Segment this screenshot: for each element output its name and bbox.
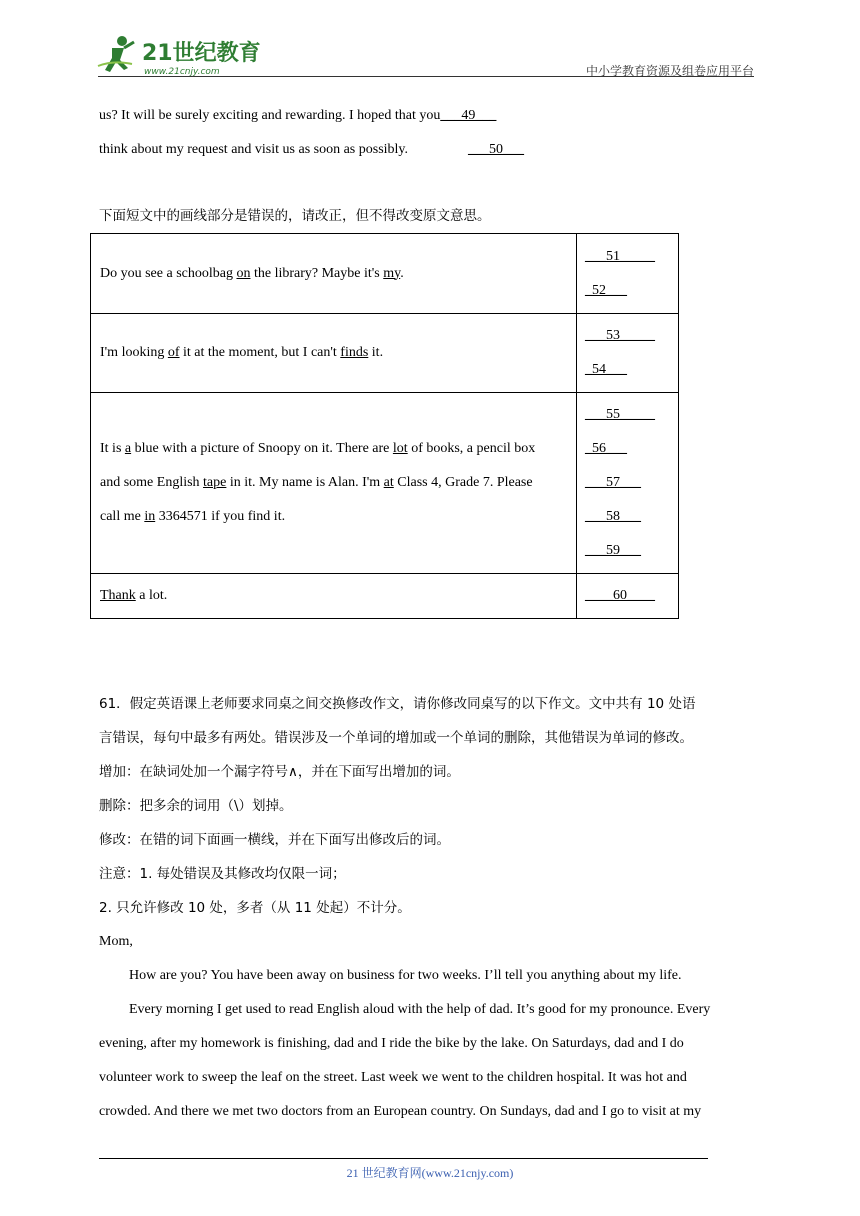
blank-50: ___50___ — [468, 142, 525, 157]
answer-blank: _52___ — [584, 282, 627, 298]
letter-paragraph: Every morning I get used to read English aloud with the help of dad. It’s good for my pronounce. Every — [129, 1002, 711, 1017]
table-row — [91, 574, 679, 619]
q61-rule-modify: 修改：在错的词下面画一横线，并在下面写出修改后的词。 — [99, 832, 450, 848]
blank-49: ___49___ — [440, 108, 497, 123]
header-platform-text: 中小学教育资源及组卷应用平台 — [585, 64, 754, 78]
passage-line: us? It will be surely exciting and rewarding. I hoped that you___49___ — [99, 108, 497, 123]
answer-blank: _56___ — [584, 441, 627, 456]
answer-blank: ____60____ — [584, 588, 655, 603]
table-row — [91, 393, 679, 574]
q61-rule-delete: 删除：把多余的词用（\）划掉。 — [99, 798, 293, 814]
letter-paragraph-line: volunteer work to sweep the leaf on the street. Last week we went to the children hospital. It was hot and — [99, 1070, 687, 1085]
answer-cell — [576, 574, 678, 619]
sentence-cell: Do you see a schoolbag on the library? Maybe it's my. — [91, 234, 577, 314]
sentence-cell: I'm looking of it at the moment, but I can't finds it. — [91, 314, 577, 393]
footer-link[interactable]: 21 世纪教育网(www.21cnjy.com) — [346, 1166, 514, 1180]
section-instruction: 下面短文中的画线部分是错误的，请改正，但不得改变原文意思。 — [99, 208, 491, 224]
header-divider — [98, 76, 754, 77]
answer-blank: ___51_____ — [584, 248, 655, 264]
svg-text:21世纪教育: 21世纪教育 — [142, 41, 261, 66]
passage-line: think about my request and visit us as soon as possibly. ___50___ — [99, 142, 525, 157]
site-logo — [94, 32, 264, 80]
answer-blank: ___58___ — [584, 509, 641, 524]
answer-cell — [576, 314, 678, 393]
letter-salutation: Mom, — [99, 934, 133, 949]
table-row — [91, 234, 679, 314]
letter-paragraph-line: crowded. And there we met two doctors from an European country. On Sundays, dad and I go to visit at my — [99, 1104, 702, 1119]
q61-prompt-line: 61．假定英语课上老师要求同桌之间交换修改作文，请你修改同桌写的以下作文。文中共有 10 处语 — [99, 696, 696, 712]
q61-rule-add: 增加：在缺词处加一个漏字符号∧，并在下面写出增加的词。 — [99, 764, 460, 780]
q61-note: 注意：1. 每处错误及其修改均仅限一词； — [99, 866, 346, 882]
answer-blank: ___57___ — [584, 475, 641, 490]
answer-cell — [576, 393, 678, 574]
error-correction-table — [90, 233, 679, 619]
answer-blank: _54___ — [584, 362, 627, 377]
answer-cell — [576, 234, 678, 314]
q61-prompt-line: 言错误，每句中最多有两处。错误涉及一个单词的增加或一个单词的删除，其他错误为单词的修改。 — [99, 730, 693, 746]
footer-divider — [99, 1158, 708, 1159]
letter-paragraph-line: evening, after my homework is finishing, dad and I ride the bike by the lake. On Saturdays, dad and I do — [99, 1036, 684, 1051]
letter-paragraph: How are you? You have been away on business for two weeks. I’ll tell you anything about my life. — [129, 968, 682, 983]
answer-blank: ___55_____ — [584, 407, 655, 422]
svg-text:www.21cnjy.com: www.21cnjy.com — [144, 67, 220, 77]
q61-note: 2. 只允许修改 10 处，多者（从 11 处起）不计分。 — [99, 900, 411, 916]
sentence-cell: Thank a lot. — [91, 574, 577, 619]
answer-blank: ___59___ — [584, 543, 641, 558]
answer-blank: ___53_____ — [584, 328, 655, 343]
sentence-cell: It is a blue with a picture of Snoopy on it. There are lot of books, a pencil box and some English tape in it. My name is Alan. I'm at Class 4, Grade 7. Please call me in 3364571 if you find it. — [91, 393, 577, 574]
table-row — [91, 314, 679, 393]
runner-icon — [98, 36, 134, 72]
